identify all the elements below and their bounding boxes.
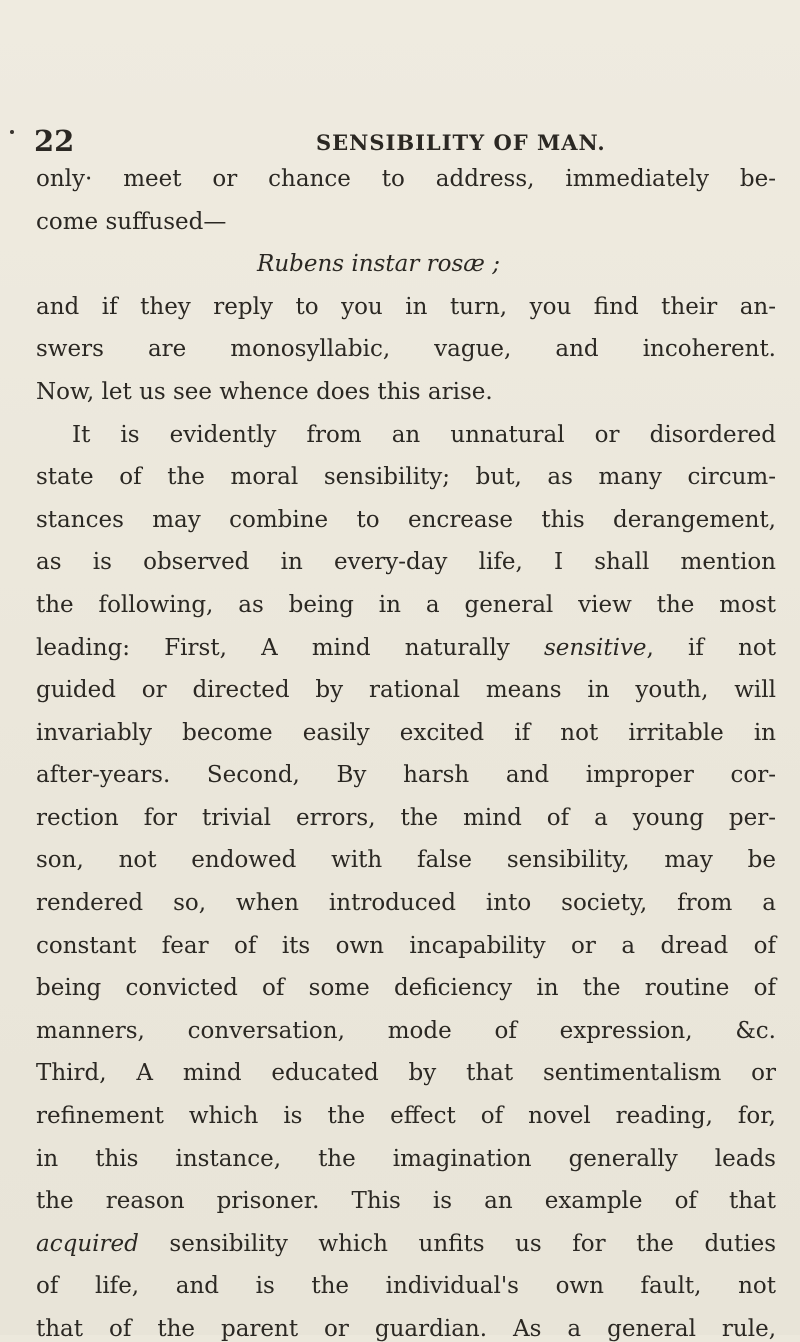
text-line: manners, conversation, mode of expression, &c. (36, 1018, 776, 1044)
text-line: Now, let us see whence does this arise. (36, 379, 493, 405)
stray-ink-mark (10, 130, 14, 134)
text-segment: leading: First, A mind naturally (36, 635, 510, 661)
text-line: the following, as being in a general view the most (36, 592, 776, 618)
text-line: invariably become easily excited if not irritable in (36, 720, 776, 746)
paragraph-first-line: It is evidently from an unnatural or disordered (72, 422, 776, 448)
text-line: the reason prisoner. This is an example of that (36, 1188, 776, 1214)
text-line: as is observed in every-day life, I shall mention (36, 549, 776, 575)
text-line: constant fear of its own incapability or a dread of (36, 933, 776, 959)
quotation-line (257, 253, 500, 276)
text-line: guided or directed by rational means in youth, will (36, 677, 776, 703)
text-line: stances may combine to encrease this derangement, (36, 507, 776, 533)
italic-word: acquired (36, 1231, 139, 1257)
text-line: in this instance, the imagination generally leads (36, 1146, 776, 1172)
text-line (36, 637, 776, 660)
text-line: of life, and is the individual's own fault, not (36, 1273, 776, 1299)
text-line: that of the parent or guardian. As a general rule, (36, 1316, 776, 1342)
italic-word: sensitive (543, 635, 647, 661)
text-line: and if they reply to you in turn, you find their an- (36, 294, 776, 320)
text-line: rendered so, when introduced into society, from a (36, 890, 776, 916)
text-line: only· meet or chance to address, immediately be- (36, 166, 776, 192)
text-line: come suffused— (36, 209, 227, 235)
text-line: Third, A mind educated by that sentimentalism or (36, 1060, 776, 1086)
text-line: rection for trivial errors, the mind of a young per- (36, 805, 776, 831)
latin-quotation: Rubens instar rosæ ; (257, 251, 500, 277)
text-line: after-years. Second, By harsh and improper cor- (36, 762, 776, 788)
text-segment: , if not (646, 635, 776, 661)
text-line: swers are monosyllabic, vague, and incoherent. (36, 336, 776, 362)
text-line: state of the moral sensibility; but, as many circum- (36, 464, 776, 490)
text-line (36, 1233, 776, 1256)
text-segment: sensibility which unfits us for the duties (138, 1231, 776, 1257)
text-line: refinement which is the effect of novel reading, for, (36, 1103, 776, 1129)
page-number: 22 (34, 124, 75, 158)
text-line: being convicted of some deficiency in the routine of (36, 975, 776, 1001)
running-title: SENSIBILITY OF MAN. (316, 130, 606, 155)
text-line: son, not endowed with false sensibility, may be (36, 847, 776, 873)
